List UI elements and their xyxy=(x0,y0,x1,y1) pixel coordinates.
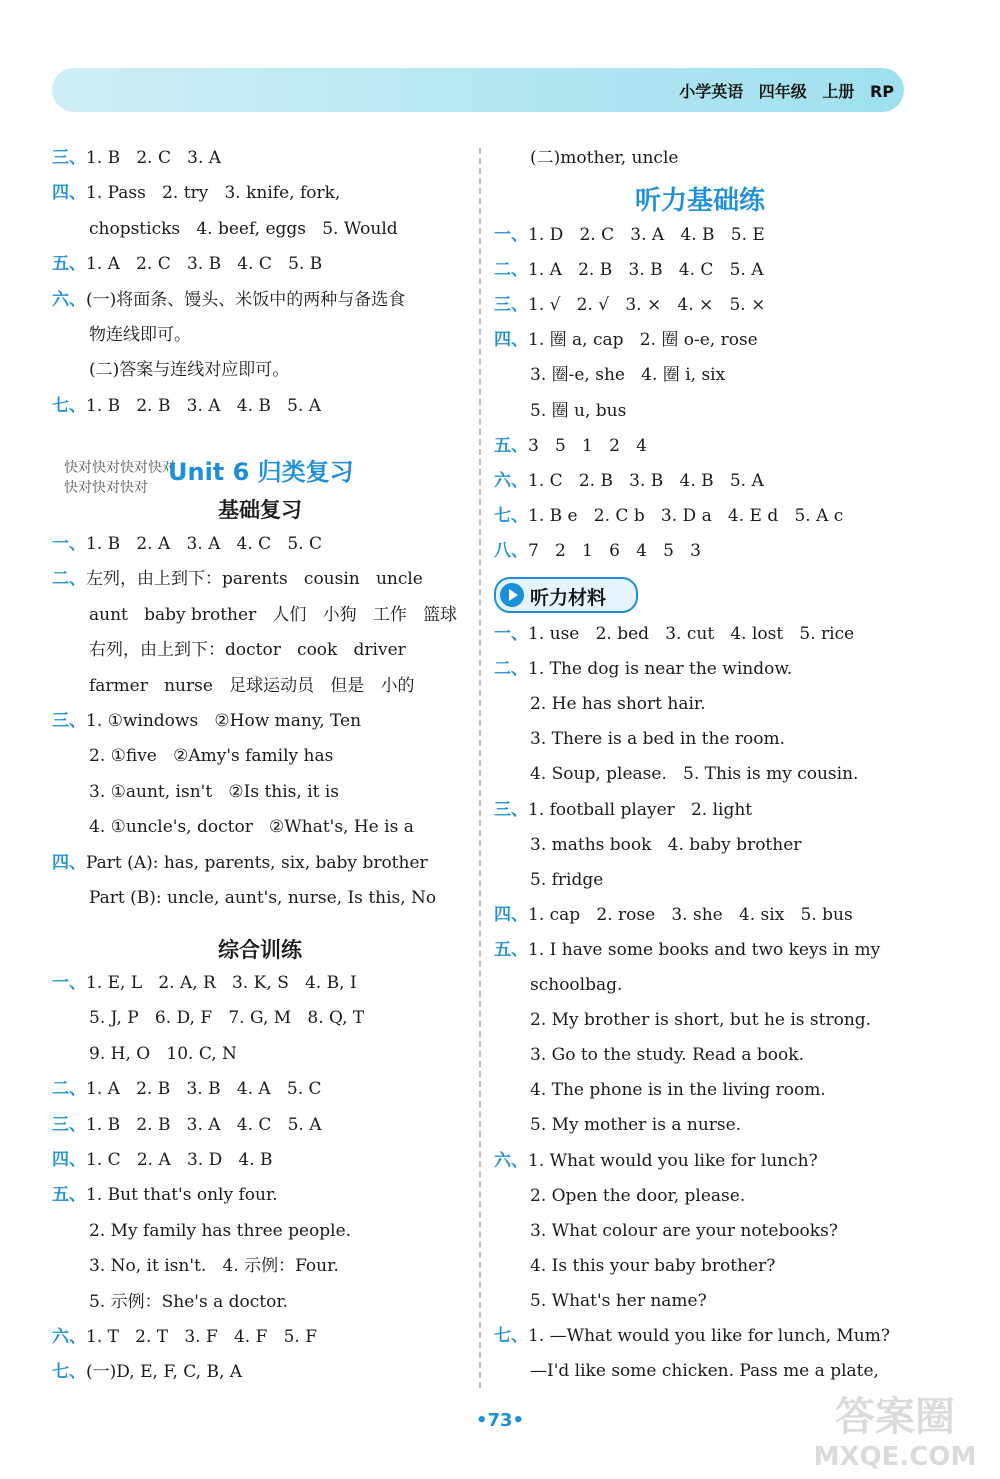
answer-text: farmer nurse 足球运动员 但是 小的 xyxy=(89,675,415,696)
answer-text: 1. C 2. B 3. B 4. B 5. A xyxy=(528,470,764,491)
answer-text: 1. B e 2. C b 3. D a 4. E d 5. A c xyxy=(528,505,844,526)
answer-line xyxy=(52,568,423,590)
question-number: 四、 xyxy=(52,1150,86,1170)
answer-text: 物连线即可。 xyxy=(89,325,191,345)
answer-line xyxy=(52,289,405,311)
answer-line xyxy=(530,728,785,750)
answer-line xyxy=(89,675,415,697)
answer-text: 1. B 2. B 3. A 4. B 5. A xyxy=(86,395,321,416)
answer-text: 3. maths book 4. baby brother xyxy=(530,834,802,855)
question-number: 一、 xyxy=(52,973,86,993)
answer-line xyxy=(52,1326,317,1348)
answer-text: 5. What's her name? xyxy=(530,1290,707,1311)
question-number: 二、 xyxy=(52,1079,86,1100)
answer-line xyxy=(52,972,357,994)
pill-text: 听力材料 xyxy=(530,587,607,609)
answer-line xyxy=(52,395,321,417)
question-number: 五、 xyxy=(494,435,528,456)
answer-text: (一)D, E, F, C, B, A xyxy=(86,1362,243,1383)
answer-line xyxy=(52,1184,278,1206)
answer-text: 1. ①windows ②How many, Ten xyxy=(86,711,362,731)
answer-text: 1. B 2. C 3. A xyxy=(86,148,222,168)
answer-text: 9. H, O 10. C, N xyxy=(89,1043,237,1064)
answer-text: 1. T 2. T 3. F 4. F 5. F xyxy=(86,1327,318,1347)
answer-text: 2. My brother is short, but he is strong. xyxy=(530,1010,872,1031)
answer-line xyxy=(494,939,880,961)
answer-text: 1. The dog is near the window. xyxy=(528,659,793,680)
answer-text: Part (B): uncle, aunt's, nurse, Is this, No xyxy=(89,888,437,908)
answer-text: 左列，由上到下：parents cousin uncle xyxy=(86,569,423,590)
answer-text: schoolbag. xyxy=(530,975,623,995)
answer-line xyxy=(530,834,801,856)
answer-line xyxy=(494,224,765,246)
answer-line xyxy=(530,1220,838,1242)
answer-line xyxy=(530,1360,879,1382)
answer-text: 3. 圈-e, she 4. 圈 i, six xyxy=(530,365,726,386)
answer-text: 4. ①uncle's, doctor ②What's, He is a xyxy=(89,817,414,838)
answer-line xyxy=(494,1150,818,1172)
answer-line xyxy=(89,324,191,346)
answer-line xyxy=(52,147,221,169)
question-number: 五、 xyxy=(52,254,86,275)
answer-line xyxy=(89,745,333,767)
question-number: 六、 xyxy=(52,289,86,310)
answer-line xyxy=(494,1325,890,1347)
answer-line xyxy=(530,1079,826,1101)
answer-line xyxy=(89,816,414,838)
answer-line xyxy=(530,1009,871,1031)
answer-text: 1. A 2. B 3. B 4. A 5. C xyxy=(86,1079,322,1100)
answer-line xyxy=(530,693,706,715)
kuaidui-stamp: 快对快对快对快对 快对快对快对 xyxy=(64,460,176,496)
answer-line xyxy=(89,781,339,803)
answer-text: 5. 示例：She's a doctor. xyxy=(89,1291,288,1312)
question-number: 八、 xyxy=(494,540,528,561)
answer-text: 1. use 2. bed 3. cut 4. lost 5. rice xyxy=(528,624,855,644)
header-bar xyxy=(52,68,904,112)
question-number: 三、 xyxy=(52,148,86,168)
question-number: 七、 xyxy=(52,1362,86,1383)
answer-line xyxy=(89,887,436,909)
unit-title: Unit 6 归类复习 xyxy=(168,458,354,486)
answer-line xyxy=(89,359,289,381)
answer-text: 3. ①aunt, isn't ②Is this, it is xyxy=(89,781,340,802)
answer-text: 1. B 2. A 3. A 4. C 5. C xyxy=(86,534,323,554)
answer-line xyxy=(530,974,622,996)
question-number: 二、 xyxy=(494,659,528,680)
answer-line xyxy=(530,400,626,422)
answer-line xyxy=(530,1044,804,1066)
question-number: 七、 xyxy=(494,1326,528,1346)
answer-text: 右列，由上到下：doctor cook driver xyxy=(89,640,406,661)
answer-line xyxy=(89,1291,288,1313)
answer-text: chopsticks 4. beef, eggs 5. Would xyxy=(89,218,398,239)
answer-text: 5. 圈 u, bus xyxy=(530,400,627,421)
answer-text: 1. C 2. A 3. D 4. B xyxy=(86,1150,273,1170)
answer-text: 1. D 2. C 3. A 4. B 5. E xyxy=(528,225,765,245)
question-number: 五、 xyxy=(494,939,528,960)
answer-text: 1. A 2. C 3. B 4. C 5. B xyxy=(86,254,323,275)
answer-line xyxy=(52,253,322,275)
answer-line xyxy=(52,533,322,555)
answer-text: 1. —What would you like for lunch, Mum? xyxy=(528,1326,890,1346)
answer-text: Part (A): has, parents, six, baby brother xyxy=(86,852,428,873)
answer-text: 1. E, L 2. A, R 3. K, S 4. B, I xyxy=(86,973,357,993)
answer-text: 3. Go to the study. Read a book. xyxy=(530,1045,804,1066)
answer-line xyxy=(494,470,764,492)
answer-text: 5. fridge xyxy=(530,869,604,890)
question-number: 二、 xyxy=(494,260,528,281)
answer-line xyxy=(530,364,725,386)
answer-line xyxy=(530,763,858,785)
answer-text: 2. My family has three people. xyxy=(89,1220,352,1241)
answer-line xyxy=(494,505,843,527)
answer-text: 1. 圈 a, cap 2. 圈 o-e, rose xyxy=(528,330,758,351)
svg-text:MXQE.COM: MXQE.COM xyxy=(813,1442,977,1472)
answer-text: 4. Soup, please. 5. This is my cousin. xyxy=(530,764,859,785)
answer-line xyxy=(89,1007,364,1029)
answer-text: 1. √ 2. √ 3. × 4. × 5. × xyxy=(528,295,766,316)
answer-text: 1. What would you like for lunch? xyxy=(528,1150,818,1171)
answer-text: (一)将面条、馒头、米饭中的两种与备选食 xyxy=(86,289,406,310)
question-number: 四、 xyxy=(494,330,528,351)
answer-text: 3 5 1 2 4 xyxy=(528,435,647,456)
answer-line xyxy=(89,639,406,661)
answer-line xyxy=(52,1361,242,1383)
answer-line xyxy=(52,852,428,874)
answer-text: 1. cap 2. rose 3. she 4. six 5. bus xyxy=(528,904,853,925)
answer-line xyxy=(494,658,792,680)
answer-line xyxy=(530,1290,707,1312)
section-title-basic-review: 基础复习 xyxy=(218,498,302,522)
right-first-line: (二)mother, uncle xyxy=(530,148,679,168)
answer-text: 2. ①five ②Amy's family has xyxy=(89,746,334,767)
watermark-logo xyxy=(800,1385,990,1475)
page-number: •73• xyxy=(475,1410,525,1431)
question-number: 一、 xyxy=(52,534,86,554)
answer-text: 1. A 2. B 3. B 4. C 5. A xyxy=(528,260,764,281)
answer-text: 2. Open the door, please. xyxy=(530,1185,746,1206)
answer-line xyxy=(52,1078,322,1100)
answer-line xyxy=(530,869,603,891)
answer-line xyxy=(52,710,361,732)
answer-line xyxy=(530,1114,741,1136)
answer-text: aunt baby brother 人们 小狗 工作 篮球 xyxy=(89,604,458,625)
answer-text: 4. The phone is in the living room. xyxy=(530,1080,826,1101)
question-number: 四、 xyxy=(52,183,86,204)
answer-text: 3. What colour are your notebooks? xyxy=(530,1220,838,1241)
question-number: 三、 xyxy=(52,1114,86,1135)
answer-line xyxy=(494,540,701,562)
answer-text: 5. J, P 6. D, F 7. G, M 8. Q, T xyxy=(89,1008,365,1029)
answer-line xyxy=(494,294,765,316)
answer-line xyxy=(494,799,752,821)
answer-text: 3. No, it isn't. 4. 示例：Four. xyxy=(89,1256,339,1277)
answer-text: 5. My mother is a nurse. xyxy=(530,1115,742,1136)
answer-line xyxy=(494,623,854,645)
svg-text:答案圈: 答案圈 xyxy=(835,1394,955,1440)
answer-line xyxy=(89,604,457,626)
section-title-listening: 听力基础练 xyxy=(634,186,765,216)
answer-line xyxy=(52,182,340,204)
header-title: 小学英语 四年级 上册 RP xyxy=(679,82,894,101)
question-number: 二、 xyxy=(52,569,86,590)
answer-text: 1. Pass 2. try 3. knife, fork, xyxy=(86,183,341,204)
answer-text: 7 2 1 6 4 5 3 xyxy=(528,540,701,561)
question-number: 七、 xyxy=(52,395,86,416)
answer-line xyxy=(89,218,398,240)
answer-text: 3. There is a bed in the room. xyxy=(530,729,786,750)
question-number: 一、 xyxy=(494,225,528,245)
answer-line xyxy=(52,1114,322,1136)
answer-text: 4. Is this your baby brother? xyxy=(530,1255,776,1276)
answer-line xyxy=(530,1185,745,1207)
answer-text: —I'd like some chicken. Pass me a plate, xyxy=(530,1361,879,1382)
answer-line xyxy=(494,435,647,457)
answer-text: 1. I have some books and two keys in my xyxy=(528,939,881,960)
answer-text: (二)答案与连线对应即可。 xyxy=(89,360,290,381)
answer-line xyxy=(494,329,758,351)
answer-line xyxy=(494,259,764,281)
answer-line xyxy=(89,1043,237,1065)
question-number: 六、 xyxy=(52,1327,86,1347)
question-number: 七、 xyxy=(494,505,528,526)
answer-text: 1. B 2. B 3. A 4. C 5. A xyxy=(86,1114,322,1135)
question-number: 六、 xyxy=(494,470,528,491)
answer-text: 1. football player 2. light xyxy=(528,799,753,820)
answer-line xyxy=(89,1255,339,1277)
question-number: 六、 xyxy=(494,1150,528,1171)
question-number: 四、 xyxy=(494,904,528,925)
answer-line xyxy=(52,1149,273,1171)
question-number: 三、 xyxy=(494,799,528,820)
answer-text: 2. He has short hair. xyxy=(530,694,706,715)
listening-material-label xyxy=(494,577,638,613)
question-number: 三、 xyxy=(52,711,86,731)
answer-line xyxy=(530,1255,775,1277)
question-number: 五、 xyxy=(52,1185,86,1206)
question-number: 四、 xyxy=(52,852,86,873)
question-number: 一、 xyxy=(494,624,528,644)
answer-line xyxy=(494,904,853,926)
answer-text: 1. But that's only four. xyxy=(86,1185,278,1206)
play-icon xyxy=(500,583,524,607)
question-number: 三、 xyxy=(494,295,528,316)
answer-line xyxy=(89,1220,351,1242)
section-title-comprehensive: 综合训练 xyxy=(218,938,302,962)
column-divider xyxy=(479,148,481,1388)
